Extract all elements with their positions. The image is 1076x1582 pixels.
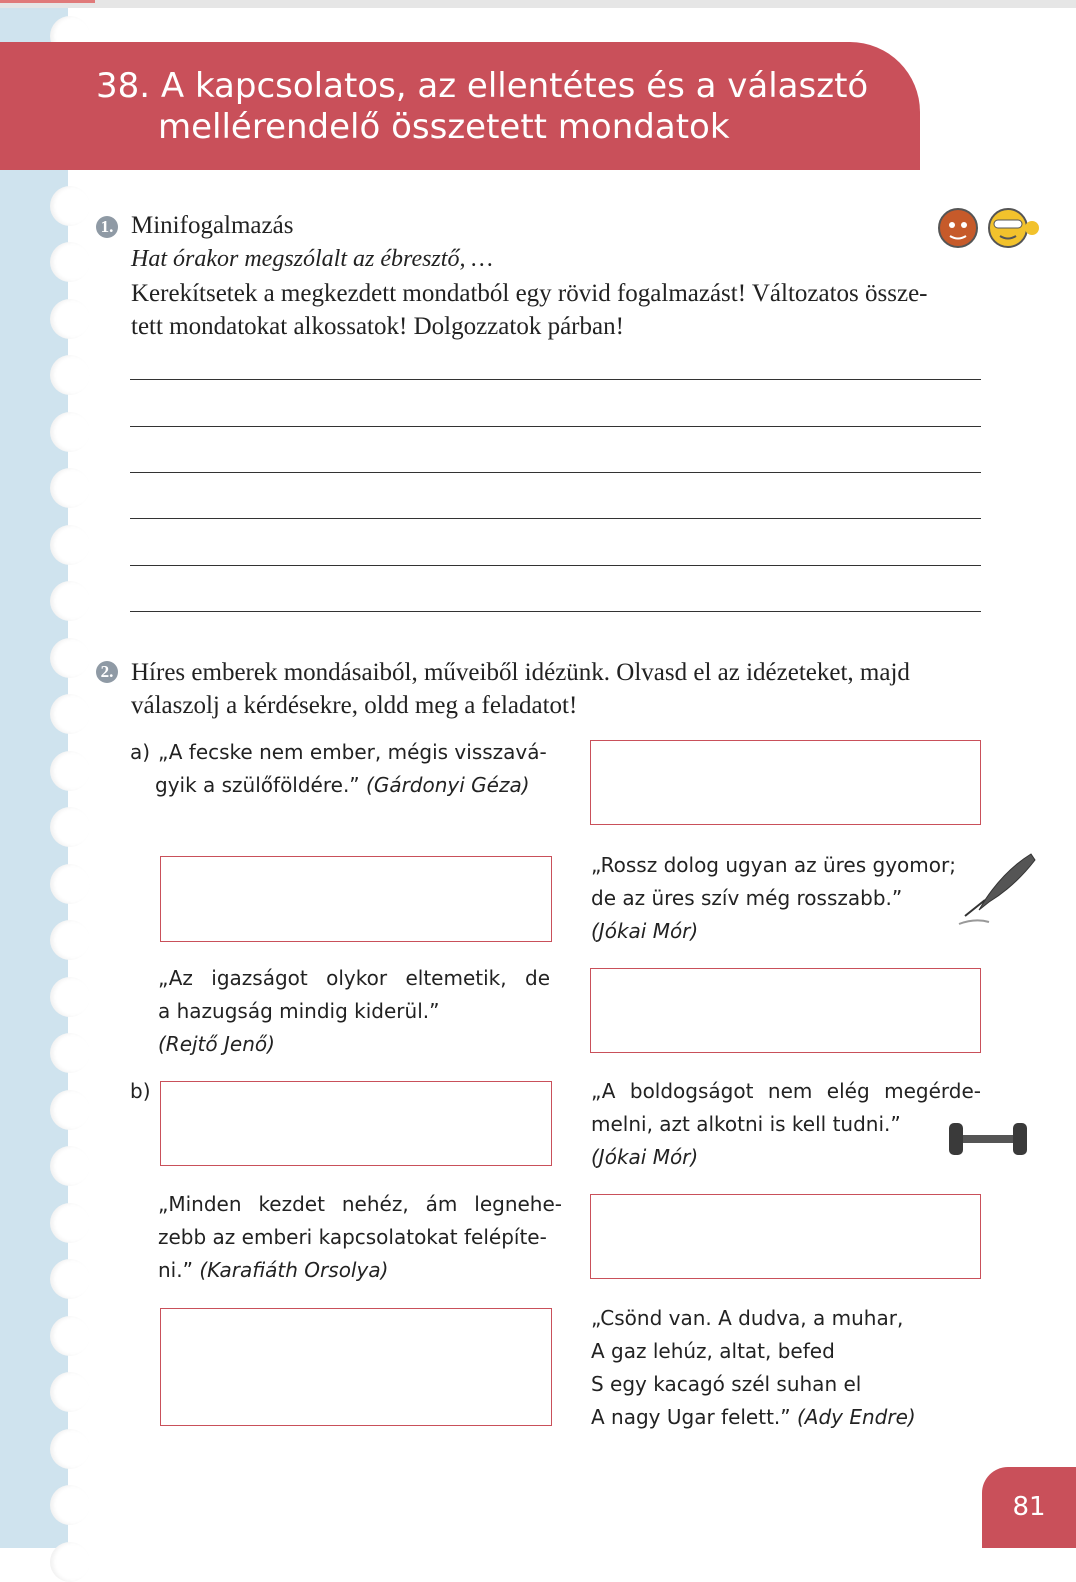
binding-hole [50, 864, 90, 904]
task1-heading: Minifogalmazás [131, 212, 294, 239]
binding-hole [50, 751, 90, 791]
binding-hole [50, 468, 90, 508]
page-number: 81 [982, 1467, 1076, 1548]
quote-line: A gaz lehúz, altat, befed [591, 1339, 835, 1363]
quote-author: (Rejtő Jenő) [158, 1032, 275, 1056]
quote-line: A nagy Ugar felett.” [591, 1405, 791, 1429]
quote-line: „Az igazságot olykor eltemetik, de [158, 966, 550, 990]
part-b-label: b) [130, 1079, 151, 1103]
task-number-badge: 2. [96, 661, 118, 683]
quote-5 [158, 1188, 562, 1287]
dumbbell-icon [943, 1115, 1033, 1168]
binding-hole [50, 1485, 90, 1525]
binding-hole [50, 1033, 90, 1073]
quote-2 [591, 849, 981, 948]
binding-hole [50, 1146, 90, 1186]
quote-author: (Ady Endre) [797, 1405, 916, 1429]
answer-box[interactable] [160, 1081, 552, 1166]
quote-line: melni, azt alkotni is kell tudni.” [591, 1112, 901, 1136]
quote-author: (Jókai Mór) [591, 1145, 699, 1169]
binding-hole [50, 355, 90, 395]
chapter-title-line2: mellérendelő összetett mondatok [158, 107, 730, 147]
chapter-title-line1: 38. A kapcsolatos, az ellentétes és a választó [96, 66, 869, 106]
binding-hole [50, 242, 90, 282]
task1-instruction-line2: tett mondatokat alkossatok! Dolgozzatok párban! [131, 313, 624, 340]
binding-hole [50, 977, 90, 1017]
task2-instruction-line1: Híres emberek mondásaiból, műveiből idézünk. Olvasd el az idézeteket, majd [131, 659, 910, 686]
spiral-binding [0, 8, 68, 1548]
writing-line[interactable] [130, 472, 981, 473]
quote-4 [591, 1075, 981, 1174]
answer-box[interactable] [590, 968, 981, 1053]
binding-hole [50, 581, 90, 621]
quote-6 [591, 1302, 981, 1434]
writing-line[interactable] [130, 426, 981, 427]
task1-prompt: Hat órakor megszólalt az ébresztő, … [131, 246, 493, 272]
task1-instruction-line1: Kerekítsetek a megkezdett mondatból egy rövid fogalmazást! Változatos össze- [131, 280, 928, 307]
answer-box[interactable] [590, 740, 981, 825]
binding-hole [50, 1259, 90, 1299]
quote-3 [158, 962, 550, 1061]
quote-author: (Gárdonyi Géza) [366, 773, 530, 797]
binding-hole [50, 807, 90, 847]
binding-hole [50, 1203, 90, 1243]
writing-line[interactable] [130, 518, 981, 519]
chapter-title [96, 66, 896, 148]
quote-line: „Minden kezdet nehéz, ám legnehe- [158, 1192, 562, 1216]
quote-line: „A fecske nem ember, mégis visszavá- [158, 740, 547, 764]
quote-author: (Karafiáth Orsolya) [199, 1258, 389, 1282]
quote-line: „Csönd van. A dudva, a muhar, [591, 1306, 904, 1330]
binding-hole [50, 1316, 90, 1356]
binding-hole [50, 186, 90, 226]
pair-work-face-icon [936, 205, 980, 256]
binding-hole [50, 1372, 90, 1412]
writing-line[interactable] [130, 611, 981, 612]
binding-hole [50, 920, 90, 960]
binding-hole [50, 638, 90, 678]
binding-hole [50, 694, 90, 734]
quote-line: gyik a szülőföldére.” [155, 773, 360, 797]
answer-box[interactable] [590, 1194, 981, 1279]
quote-line: ni.” [158, 1258, 193, 1282]
quote-line: de az üres szív még rosszabb.” [591, 886, 903, 910]
quote-line: „A boldogságot nem elég megérde- [591, 1079, 981, 1103]
binding-hole [50, 1090, 90, 1130]
writing-line[interactable] [130, 565, 981, 566]
binding-hole [50, 412, 90, 452]
answer-box[interactable] [160, 1308, 552, 1426]
binding-hole [50, 525, 90, 565]
task-number-badge: 1. [96, 216, 118, 238]
quote-line: a hazugság mindig kiderül.” [158, 999, 440, 1023]
quill-pen-icon [955, 850, 1045, 937]
quote-line: S egy kacagó szél suhan el [591, 1372, 862, 1396]
answer-box[interactable] [160, 856, 552, 942]
top-bar-accent [0, 0, 95, 3]
quote-line: zebb az emberi kapcsolatokat felépíte- [158, 1225, 547, 1249]
quote-1 [155, 736, 552, 802]
binding-hole [50, 1429, 90, 1469]
task2-instruction-line2: válaszolj a kérdésekre, oldd meg a feladatot! [131, 692, 578, 719]
pair-work-face-icon [986, 205, 1042, 256]
writing-line[interactable] [130, 379, 981, 380]
quote-line: „Rossz dolog ugyan az üres gyomor; [591, 853, 956, 877]
binding-hole [50, 299, 90, 339]
quote-author: (Jókai Mór) [591, 919, 699, 943]
part-a-label: a) [130, 740, 151, 764]
top-bar [0, 0, 1076, 8]
